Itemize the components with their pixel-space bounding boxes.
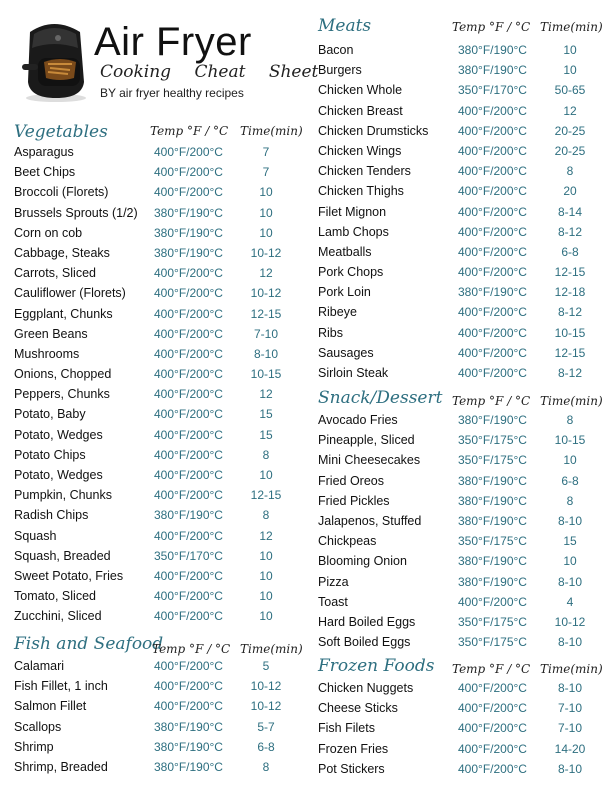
item-temp: 400°F/200°C [154,488,223,503]
item-temp: 400°F/200°C [458,594,527,609]
item-time: 8-10 [253,346,279,361]
item-name: Blooming Onion [318,554,407,569]
item-temp: 400°F/200°C [154,427,223,442]
item-name: Peppers, Chunks [14,387,110,402]
item-name: Radish Chips [14,508,89,523]
item-temp: 400°F/200°C [458,325,527,340]
page-title: Air Fryer [94,20,252,64]
item-temp: 400°F/200°C [154,387,223,402]
section-title: Fish and Seafood [14,634,164,654]
temp-header: Temp °F / °C [150,124,229,138]
item-time: 15 [259,427,273,442]
item-time: 10-15 [250,367,282,382]
item-temp: 400°F/200°C [458,103,527,118]
item-time: 7-10 [557,721,583,736]
byline: BY air fryer healthy recipes [100,86,244,100]
item-name: Fish Filets [318,721,375,736]
item-name: Tomato, Sliced [14,589,96,604]
item-name: Fried Oreos [318,473,384,488]
item-name: Filet Mignon [318,204,387,219]
item-time: 10-12 [554,614,586,629]
item-name: Sweet Potato, Fries [14,568,124,583]
item-temp: 400°F/200°C [458,721,527,736]
item-time: 12 [259,528,273,543]
item-time: 10 [259,225,273,240]
time-header: Time(min) [240,124,303,138]
item-name: Calamari [14,659,65,673]
item-name: Squash, Breaded [14,548,111,563]
item-temp: 400°F/200°C [154,659,223,673]
item-name: Avocado Fries [318,413,398,427]
item-time: 12-15 [554,265,586,280]
item-time: 15 [563,534,577,549]
item-name: Toast [318,594,348,609]
item-time: 8-10 [557,761,583,776]
item-time: 10-12 [250,699,282,714]
item-name: Green Beans [14,326,88,341]
item-temp: 400°F/200°C [458,681,527,695]
item-temp: 400°F/200°C [154,165,223,180]
item-time: 12-18 [554,285,586,300]
item-name: Ribeye [318,305,357,320]
item-name: Soft Boiled Eggs [318,635,411,650]
item-temp: 400°F/200°C [154,286,223,301]
item-temp: 350°F/170°C [458,83,527,98]
item-temp: 400°F/200°C [458,123,527,138]
item-name: Beet Chips [14,165,76,180]
item-name: Bacon [318,43,354,57]
item-time: 12-15 [250,488,282,503]
item-temp: 380°F/190°C [458,285,527,300]
item-temp: 400°F/200°C [154,145,223,159]
item-name: Potato, Baby [14,407,86,422]
item-name: Eggplant, Chunks [14,306,113,321]
item-time: 8-10 [557,635,583,650]
item-temp: 400°F/200°C [458,701,527,716]
time-header: Time(min) [540,394,603,408]
time-header: Time(min) [540,20,603,34]
item-name: Asparagus [14,145,74,159]
item-temp: 400°F/200°C [458,143,527,158]
item-temp: 400°F/200°C [154,407,223,422]
time-header: Time(min) [540,662,603,676]
item-temp: 380°F/190°C [458,63,527,78]
section-title: Meats [318,16,372,36]
item-temp: 400°F/200°C [154,679,223,694]
item-name: Squash [14,528,57,543]
item-temp: 400°F/200°C [154,346,223,361]
item-temp: 400°F/200°C [154,447,223,462]
item-name: Salmon Fillet [14,699,87,714]
item-name: Corn on cob [14,225,83,240]
item-time: 8 [262,508,270,523]
item-temp: 400°F/200°C [458,224,527,239]
item-name: Chicken Tenders [318,164,411,179]
item-temp: 400°F/200°C [154,266,223,281]
item-name: Chicken Breast [318,103,403,118]
temp-header: Temp °F / °C [452,20,531,34]
item-time: 12 [563,103,577,118]
item-temp: 350°F/175°C [458,614,527,629]
item-temp: 400°F/200°C [154,568,223,583]
item-time: 10-15 [554,325,586,340]
item-temp: 400°F/200°C [154,468,223,482]
temp-header: Temp °F / °C [152,642,231,656]
item-name: Scallops [14,719,62,734]
item-name: Zucchini, Sliced [14,609,102,624]
item-name: Mini Cheesecakes [318,453,421,468]
item-time: 10 [259,589,273,604]
item-time: 10-12 [250,286,282,301]
item-name: Mushrooms [14,346,80,361]
item-time: 7 [262,145,270,159]
item-time: 5-7 [257,719,275,734]
item-name: Frozen Fries [318,741,389,756]
item-name: Ribs [318,325,344,340]
item-temp: 400°F/200°C [458,761,527,776]
item-name: Potato Chips [14,447,86,462]
item-time: 20 [563,184,577,199]
temp-header: Temp °F / °C [452,662,531,676]
item-temp: 380°F/190°C [458,493,527,508]
item-temp: 400°F/200°C [154,699,223,714]
item-time: 10 [563,453,577,468]
item-name: Meatballs [318,244,372,259]
time-header: Time(min) [240,642,303,656]
item-time: 14-20 [554,741,586,756]
item-time: 5 [262,659,270,673]
item-temp: 400°F/200°C [458,244,527,259]
item-name: Burgers [318,63,362,78]
item-name: Sausages [318,345,374,360]
temp-header: Temp °F / °C [452,394,531,408]
item-temp: 400°F/200°C [458,265,527,280]
item-temp: 380°F/190°C [458,554,527,569]
item-temp: 380°F/190°C [154,225,223,240]
item-temp: 400°F/200°C [154,367,223,382]
item-time: 8 [566,164,574,179]
item-time: 12-15 [554,345,586,360]
item-name: Pumpkin, Chunks [14,488,112,503]
item-time: 8-12 [557,305,583,320]
item-name: Broccoli (Florets) [14,185,109,200]
item-time: 7 [262,165,270,180]
item-name: Pot Stickers [318,761,385,776]
item-time: 7-10 [557,701,583,716]
item-name: Cauliflower (Florets) [14,286,126,301]
item-time: 10-12 [250,679,282,694]
item-temp: 350°F/170°C [154,548,223,563]
item-time: 10 [259,609,273,624]
item-time: 10 [259,205,273,220]
item-name: Pork Loin [318,285,371,300]
item-temp: 400°F/200°C [154,306,223,321]
item-time: 6-8 [257,739,275,754]
item-name: Pizza [318,574,349,589]
item-time: 12 [259,387,273,402]
item-temp: 380°F/190°C [458,473,527,488]
item-time: 8 [262,759,270,774]
item-temp: 380°F/190°C [154,205,223,220]
item-time: 8 [262,447,270,462]
item-time: 8 [566,413,574,427]
item-time: 12 [259,266,273,281]
item-time: 12-15 [250,306,282,321]
item-time: 4 [566,594,574,609]
item-time: 10-15 [554,433,586,448]
section-title: Vegetables [14,122,108,142]
item-temp: 350°F/175°C [458,534,527,549]
item-time: 15 [259,407,273,422]
item-name: Chicken Wings [318,143,402,158]
item-temp: 380°F/190°C [458,43,527,57]
item-time: 10 [563,43,577,57]
item-time: 10-12 [250,245,282,260]
item-temp: 400°F/200°C [154,185,223,200]
item-name: Onions, Chopped [14,367,112,382]
item-temp: 350°F/175°C [458,433,527,448]
item-time: 50-65 [554,83,586,98]
item-name: Chicken Drumsticks [318,123,429,138]
item-name: Shrimp [14,739,54,754]
item-name: Carrots, Sliced [14,266,96,281]
item-name: Potato, Wedges [14,427,103,442]
item-temp: 400°F/200°C [154,609,223,624]
air-fryer-icon [18,18,90,104]
item-time: 8-10 [557,681,583,695]
item-time: 8-12 [557,366,583,380]
item-name: Hard Boiled Eggs [318,614,416,629]
section-title: Snack/Dessert [318,388,443,408]
item-temp: 380°F/190°C [458,574,527,589]
item-time: 10 [563,63,577,78]
item-name: Jalapenos, Stuffed [318,513,422,528]
item-time: 8-12 [557,224,583,239]
item-temp: 400°F/200°C [458,366,527,380]
item-name: Cabbage, Steaks [14,245,110,260]
item-time: 10 [259,568,273,583]
item-temp: 380°F/190°C [154,719,223,734]
item-name: Sirloin Steak [318,366,389,380]
item-name: Chicken Whole [318,83,403,98]
item-name: Fried Pickles [318,493,390,508]
item-time: 8-10 [557,574,583,589]
item-time: 20-25 [554,143,586,158]
item-name: Shrimp, Breaded [14,759,108,774]
item-time: 7-10 [253,326,279,341]
item-time: 6-8 [561,473,579,488]
item-temp: 400°F/200°C [458,305,527,320]
item-time: 8-14 [557,204,583,219]
item-name: Pork Chops [318,265,384,280]
item-name: Brussels Sprouts (1/2) [14,205,138,220]
item-temp: 350°F/175°C [458,635,527,650]
item-temp: 380°F/190°C [154,245,223,260]
item-time: 6-8 [561,244,579,259]
item-name: Chickpeas [318,534,377,549]
item-name: Lamb Chops [318,224,389,239]
item-temp: 400°F/200°C [154,589,223,604]
item-temp: 400°F/200°C [154,528,223,543]
item-name: Potato, Wedges [14,468,103,482]
item-temp: 400°F/200°C [458,164,527,179]
item-temp: 400°F/200°C [458,741,527,756]
item-time: 8-10 [557,513,583,528]
page-subtitle: Cooking Cheat Sheet [100,62,319,82]
item-name: Chicken Nuggets [318,681,414,695]
item-time: 8 [566,493,574,508]
item-time: 10 [259,548,273,563]
item-time: 20-25 [554,123,586,138]
item-temp: 380°F/190°C [154,739,223,754]
item-temp: 380°F/190°C [154,508,223,523]
section-title: Frozen Foods [318,656,435,676]
item-temp: 400°F/200°C [154,326,223,341]
item-name: Pineapple, Sliced [318,433,415,448]
item-temp: 380°F/190°C [458,413,527,427]
item-time: 10 [563,554,577,569]
item-temp: 380°F/190°C [458,513,527,528]
item-name: Fish Fillet, 1 inch [14,679,108,694]
item-name: Cheese Sticks [318,701,398,716]
item-temp: 380°F/190°C [154,759,223,774]
item-temp: 400°F/200°C [458,204,527,219]
item-temp: 400°F/200°C [458,184,527,199]
item-name: Chicken Thighs [318,184,404,199]
item-temp: 350°F/175°C [458,453,527,468]
item-temp: 400°F/200°C [458,345,527,360]
item-time: 10 [259,185,273,200]
item-time: 10 [259,468,273,482]
